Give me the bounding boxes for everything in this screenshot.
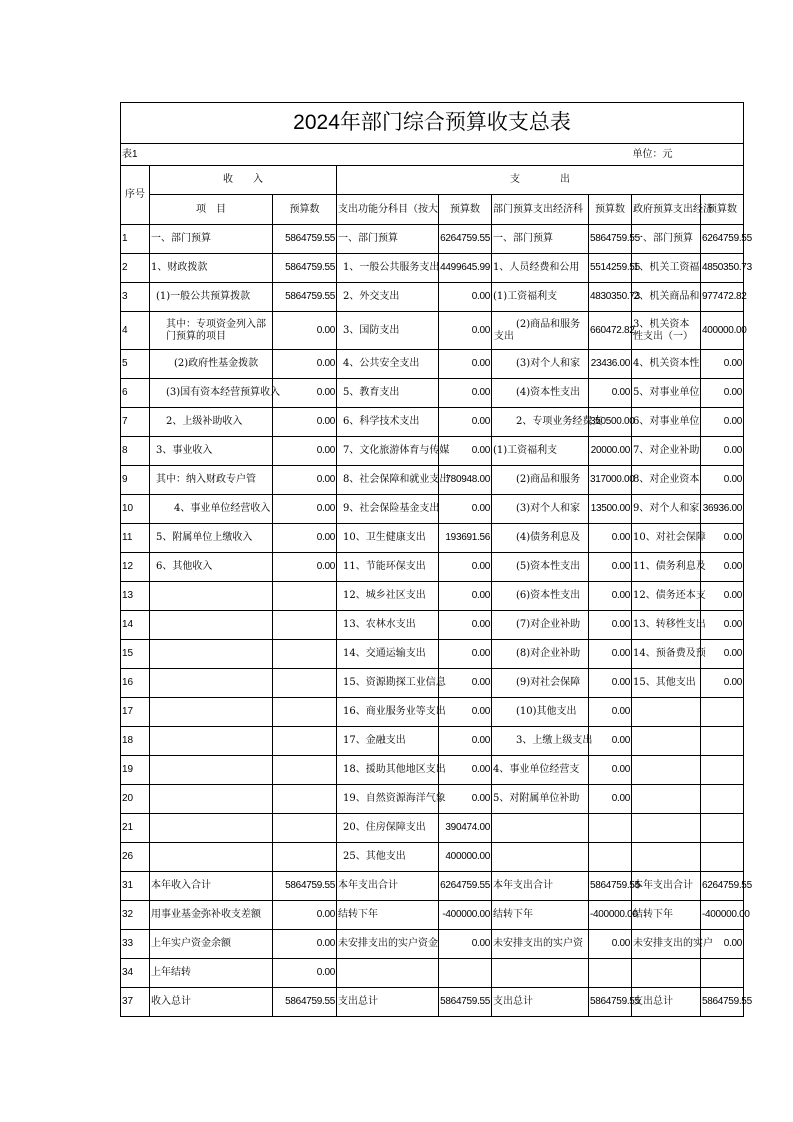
gov-econ-item: 结转下年: [632, 901, 701, 930]
row-number: 11: [121, 524, 150, 553]
income-amount: 5864759.55: [273, 283, 337, 312]
dept-econ-item: [492, 959, 589, 988]
row-number: 33: [121, 930, 150, 959]
gov-econ-item: 6、对事业单位: [632, 408, 701, 437]
dept-econ-amount: 0.00: [589, 930, 632, 959]
row-number: 26: [121, 843, 150, 872]
func-class-header: 支出功能分科目（按大: [337, 195, 439, 225]
row-number: 2: [121, 254, 150, 283]
gov-econ-amount: 36936.00: [701, 495, 744, 524]
income-item: [150, 785, 273, 814]
dept-econ-amount: 20000.00: [589, 437, 632, 466]
income-item: [150, 640, 273, 669]
row-number: 5: [121, 350, 150, 379]
income-item: 上年实户资金余额: [150, 930, 273, 959]
row-number: 8: [121, 437, 150, 466]
function-item: 10、卫生健康支出: [337, 524, 439, 553]
row-number: 12: [121, 553, 150, 582]
gov-econ-item: 一、部门预算: [632, 225, 701, 254]
dept-econ-item: (2)商品和服务支出: [492, 312, 589, 350]
dept-econ-amount: 0.00: [589, 727, 632, 756]
function-amount: 0.00: [439, 727, 492, 756]
gov-econ-amount: [701, 698, 744, 727]
gov-econ-amount: [701, 785, 744, 814]
dept-econ-amount: 0.00: [589, 379, 632, 408]
table-body: [121, 225, 752, 1017]
table-number: 表1: [121, 144, 632, 166]
function-item: 17、金融支出: [337, 727, 439, 756]
income-amount: 0.00: [273, 350, 337, 379]
function-amount: 5864759.55: [439, 988, 492, 1017]
income-amount: 5864759.55: [273, 988, 337, 1017]
gov-econ-item: 10、对社会保障: [632, 524, 701, 553]
function-amount: 6264759.55: [439, 225, 492, 254]
dept-econ-amount: 0.00: [589, 553, 632, 582]
row-number: 31: [121, 872, 150, 901]
table-row: [121, 727, 744, 756]
gov-econ-amount: 5864759.55: [701, 988, 744, 1017]
function-amount: 780948.00: [439, 466, 492, 495]
dept-econ-amount: 5864759.55: [589, 988, 632, 1017]
budget-header-dept: 预算数: [589, 195, 632, 225]
row-number: 16: [121, 669, 150, 698]
gov-econ-item: [632, 814, 701, 843]
function-amount: 0.00: [439, 756, 492, 785]
dept-econ-item: 结转下年: [492, 901, 589, 930]
function-item: 5、教育支出: [337, 379, 439, 408]
income-item: [150, 669, 273, 698]
dept-econ-item: 1、人员经费和公用: [492, 254, 589, 283]
function-item: 12、城乡社区支出: [337, 582, 439, 611]
income-item: 一、部门预算: [150, 225, 273, 254]
income-item: 5、附属单位上缴收入: [150, 524, 273, 553]
row-number: 6: [121, 379, 150, 408]
income-amount: 5864759.55: [273, 254, 337, 283]
function-amount: 0.00: [439, 312, 492, 350]
gov-econ-amount: [701, 843, 744, 872]
gov-econ-item: [632, 785, 701, 814]
table-row: [121, 283, 744, 312]
function-item: 25、其他支出: [337, 843, 439, 872]
table-row: [121, 312, 744, 350]
function-item: 3、国防支出: [337, 312, 439, 350]
income-amount: 0.00: [273, 312, 337, 350]
gov-econ-amount: [701, 727, 744, 756]
function-item: 7、文化旅游体育与传媒: [337, 437, 439, 466]
dept-econ-item: (4)债务利息及: [492, 524, 589, 553]
budget-sheet: [120, 102, 752, 1017]
dept-econ-amount: 0.00: [589, 669, 632, 698]
income-amount: 0.00: [273, 524, 337, 553]
dept-econ-amount: [589, 959, 632, 988]
dept-econ-amount: [589, 814, 632, 843]
gov-econ-item: [632, 727, 701, 756]
gov-econ-item: 未安排支出的实户: [632, 930, 701, 959]
seq-header: 序号: [121, 166, 150, 225]
function-item: 8、社会保障和就业支出: [337, 466, 439, 495]
function-amount: 0.00: [439, 379, 492, 408]
dept-econ-amount: 0.00: [589, 640, 632, 669]
function-amount: 0.00: [439, 785, 492, 814]
dept-econ-item: (3)对个人和家: [492, 350, 589, 379]
table-row: [121, 872, 744, 901]
dept-econ-item: (4)资本性支出: [492, 379, 589, 408]
dept-econ-item: 支出总计: [492, 988, 589, 1017]
table-row: [121, 843, 744, 872]
function-amount: 0.00: [439, 408, 492, 437]
row-number: 32: [121, 901, 150, 930]
gov-econ-amount: 0.00: [701, 611, 744, 640]
table-row: [121, 756, 744, 785]
row-number: 19: [121, 756, 150, 785]
income-item: 其中：纳入财政专户管: [150, 466, 273, 495]
gov-econ-amount: 0.00: [701, 408, 744, 437]
row-number: 20: [121, 785, 150, 814]
income-amount: [273, 814, 337, 843]
dept-econ-amount: 4830350.73: [589, 283, 632, 312]
table-row: [121, 553, 744, 582]
function-item: 11、节能环保支出: [337, 553, 439, 582]
function-item: 13、农林水支出: [337, 611, 439, 640]
function-amount: 0.00: [439, 437, 492, 466]
row-number: 10: [121, 495, 150, 524]
function-item: 9、社会保险基金支出: [337, 495, 439, 524]
income-item: (1)一般公共预算拨款: [150, 283, 273, 312]
table-row: [121, 669, 744, 698]
row-number: 37: [121, 988, 150, 1017]
dept-econ-amount: [589, 843, 632, 872]
income-amount: [273, 582, 337, 611]
gov-econ-amount: [701, 959, 744, 988]
function-item: 14、交通运输支出: [337, 640, 439, 669]
gov-econ-item: [632, 698, 701, 727]
table-row: [121, 350, 744, 379]
income-amount: 0.00: [273, 408, 337, 437]
function-amount: 390474.00: [439, 814, 492, 843]
function-item: 18、援助其他地区支出: [337, 756, 439, 785]
income-amount: 0.00: [273, 959, 337, 988]
dept-econ-item: 未安排支出的实户资: [492, 930, 589, 959]
function-amount: -400000.00: [439, 901, 492, 930]
dept-econ-item: 本年支出合计: [492, 872, 589, 901]
gov-econ-item: 14、预备费及预: [632, 640, 701, 669]
gov-econ-item: 2、机关商品和: [632, 283, 701, 312]
income-item: 上年结转: [150, 959, 273, 988]
row-number: 1: [121, 225, 150, 254]
function-item: 20、住房保障支出: [337, 814, 439, 843]
table-row: [121, 640, 744, 669]
table-row: [121, 254, 744, 283]
gov-econ-amount: 0.00: [701, 524, 744, 553]
income-amount: 0.00: [273, 379, 337, 408]
income-item: (2)政府性基金拨款: [150, 350, 273, 379]
row-number: 4: [121, 312, 150, 350]
gov-econ-item: 11、债务利息及: [632, 553, 701, 582]
dept-econ-amount: 0.00: [589, 582, 632, 611]
dept-econ-amount: 0.00: [589, 611, 632, 640]
gov-econ-amount: -400000.00: [701, 901, 744, 930]
income-item: [150, 843, 273, 872]
gov-econ-item: 15、其他支出: [632, 669, 701, 698]
dept-econ-item: [492, 814, 589, 843]
dept-econ-item: 2、专项业务经费支: [492, 408, 589, 437]
gov-econ-item: 3、机关资本性支出（一）: [632, 312, 701, 350]
table-row: [121, 495, 744, 524]
income-item: [150, 611, 273, 640]
row-number: 17: [121, 698, 150, 727]
gov-econ-amount: 400000.00: [701, 312, 744, 350]
income-item: (3)国有资本经营预算收入: [150, 379, 273, 408]
function-amount: 400000.00: [439, 843, 492, 872]
income-item: 收入总计: [150, 988, 273, 1017]
row-number: 18: [121, 727, 150, 756]
table-row: [121, 611, 744, 640]
dept-econ-amount: -400000.00: [589, 901, 632, 930]
function-item: 未安排支出的实户资金: [337, 930, 439, 959]
table-row: [121, 524, 744, 553]
dept-econ-item: (7)对企业补助: [492, 611, 589, 640]
income-amount: [273, 669, 337, 698]
item-header: 项 目: [150, 195, 273, 225]
gov-econ-amount: 0.00: [701, 669, 744, 698]
income-item: [150, 756, 273, 785]
gov-econ-item: 7、对企业补助: [632, 437, 701, 466]
function-item: 本年支出合计: [337, 872, 439, 901]
gov-econ-amount: 0.00: [701, 379, 744, 408]
function-amount: 193691.56: [439, 524, 492, 553]
income-item: 3、事业收入: [150, 437, 273, 466]
income-amount: 0.00: [273, 930, 337, 959]
income-item: 2、上级补助收入: [150, 408, 273, 437]
dept-econ-item: (5)资本性支出: [492, 553, 589, 582]
income-amount: 5864759.55: [273, 225, 337, 254]
gov-econ-item: 支出总计: [632, 988, 701, 1017]
budget-table: [120, 102, 752, 1017]
function-item: 15、资源勘探工业信息: [337, 669, 439, 698]
dept-econ-item: (8)对企业补助: [492, 640, 589, 669]
gov-econ-item: 4、机关资本性: [632, 350, 701, 379]
gov-econ-amount: 0.00: [701, 582, 744, 611]
income-item: 用事业基金弥补收支差额: [150, 901, 273, 930]
income-item: 6、其他收入: [150, 553, 273, 582]
income-header: 收 入: [150, 166, 337, 195]
row-number: 9: [121, 466, 150, 495]
income-item: [150, 698, 273, 727]
function-item: 2、外交支出: [337, 283, 439, 312]
dept-econ-item: 4、事业单位经营支: [492, 756, 589, 785]
dept-econ-amount: 317000.00: [589, 466, 632, 495]
function-item: 一、部门预算: [337, 225, 439, 254]
row-number: 15: [121, 640, 150, 669]
dept-econ-amount: 0.00: [589, 698, 632, 727]
table-row: [121, 408, 744, 437]
income-amount: [273, 698, 337, 727]
income-amount: [273, 611, 337, 640]
income-amount: [273, 640, 337, 669]
income-item: [150, 582, 273, 611]
function-amount: 0.00: [439, 350, 492, 379]
table-row: [121, 814, 744, 843]
income-item: 本年收入合计: [150, 872, 273, 901]
expense-header: 支 出: [337, 166, 744, 195]
dept-econ-amount: 0.00: [589, 524, 632, 553]
dept-econ-amount: 350500.00: [589, 408, 632, 437]
function-amount: 0.00: [439, 930, 492, 959]
unit-label: 单位：元: [632, 144, 744, 166]
dept-econ-amount: 13500.00: [589, 495, 632, 524]
function-item: [337, 959, 439, 988]
gov-econ-amount: 6264759.55: [701, 225, 744, 254]
dept-econ-item: (1)工资福利支: [492, 283, 589, 312]
income-amount: 0.00: [273, 437, 337, 466]
function-item: 支出总计: [337, 988, 439, 1017]
gov-econ-item: [632, 959, 701, 988]
gov-econ-amount: 0.00: [701, 466, 744, 495]
gov-econ-amount: 977472.82: [701, 283, 744, 312]
budget-header-income: 预算数: [273, 195, 337, 225]
function-amount: 0.00: [439, 553, 492, 582]
income-amount: 0.00: [273, 495, 337, 524]
gov-econ-amount: 0.00: [701, 350, 744, 379]
gov-econ-item: 12、债务还本支: [632, 582, 701, 611]
income-amount: [273, 727, 337, 756]
row-number: 34: [121, 959, 150, 988]
function-item: 结转下年: [337, 901, 439, 930]
budget-header-gov: 预算数: [701, 195, 744, 225]
function-amount: 0.00: [439, 640, 492, 669]
gov-econ-amount: 0.00: [701, 930, 744, 959]
gov-econ-item: 8、对企业资本: [632, 466, 701, 495]
function-amount: [439, 959, 492, 988]
dept-econ-amount: 5864759.55: [589, 225, 632, 254]
income-item: [150, 814, 273, 843]
table-row: [121, 582, 744, 611]
table-row: [121, 437, 744, 466]
gov-econ-item: 13、转移性支出: [632, 611, 701, 640]
income-amount: 0.00: [273, 553, 337, 582]
dept-econ-header: 部门预算支出经济科: [492, 195, 589, 225]
function-item: 4、公共安全支出: [337, 350, 439, 379]
row-number: 13: [121, 582, 150, 611]
table-row: [121, 930, 744, 959]
dept-econ-amount: 5864759.55: [589, 872, 632, 901]
dept-econ-item: 一、部门预算: [492, 225, 589, 254]
table-row: [121, 901, 744, 930]
dept-econ-amount: 23436.00: [589, 350, 632, 379]
table-row: [121, 785, 744, 814]
gov-econ-amount: 4850350.73: [701, 254, 744, 283]
budget-header-func: 预算数: [439, 195, 492, 225]
dept-econ-item: [492, 843, 589, 872]
dept-econ-amount: 0.00: [589, 756, 632, 785]
gov-econ-amount: 0.00: [701, 437, 744, 466]
income-item: 4、事业单位经营收入: [150, 495, 273, 524]
gov-econ-item: 5、对事业单位: [632, 379, 701, 408]
table-row: [121, 225, 744, 254]
table-row: [121, 959, 744, 988]
gov-econ-item: [632, 756, 701, 785]
income-amount: [273, 785, 337, 814]
dept-econ-item: (6)资本性支出: [492, 582, 589, 611]
page-title: 2024年部门综合预算收支总表: [121, 103, 744, 144]
gov-econ-item: [632, 843, 701, 872]
function-amount: 0.00: [439, 495, 492, 524]
income-amount: 0.00: [273, 901, 337, 930]
dept-econ-item: 5、对附属单位补助: [492, 785, 589, 814]
income-item: [150, 727, 273, 756]
function-amount: 6264759.55: [439, 872, 492, 901]
dept-econ-amount: 0.00: [589, 785, 632, 814]
row-number: 3: [121, 283, 150, 312]
row-number: 21: [121, 814, 150, 843]
function-amount: 0.00: [439, 611, 492, 640]
gov-econ-header: 政府预算支出经济: [632, 195, 701, 225]
income-amount: 5864759.55: [273, 872, 337, 901]
dept-econ-item: (2)商品和服务: [492, 466, 589, 495]
income-item: 其中：专项资金列入部门预算的项目: [150, 312, 273, 350]
gov-econ-item: 9、对个人和家: [632, 495, 701, 524]
dept-econ-item: (1)工资福利支: [492, 437, 589, 466]
gov-econ-amount: [701, 814, 744, 843]
income-item: 1、财政拨款: [150, 254, 273, 283]
dept-econ-item: 3、上缴上级支出: [492, 727, 589, 756]
row-number: 14: [121, 611, 150, 640]
gov-econ-item: 1、机关工资福: [632, 254, 701, 283]
dept-econ-item: (9)对社会保障: [492, 669, 589, 698]
row-number: 7: [121, 408, 150, 437]
function-amount: 0.00: [439, 283, 492, 312]
function-amount: 4499645.99: [439, 254, 492, 283]
table-row: [121, 698, 744, 727]
function-amount: 0.00: [439, 669, 492, 698]
income-amount: [273, 756, 337, 785]
gov-econ-item: 本年支出合计: [632, 872, 701, 901]
gov-econ-amount: 0.00: [701, 640, 744, 669]
income-amount: 0.00: [273, 466, 337, 495]
income-amount: [273, 843, 337, 872]
table-row: [121, 379, 744, 408]
gov-econ-amount: 0.00: [701, 553, 744, 582]
function-item: 19、自然资源海洋气象: [337, 785, 439, 814]
table-row: [121, 466, 744, 495]
table-row: [121, 988, 744, 1017]
function-item: 1、一般公共服务支出: [337, 254, 439, 283]
function-amount: 0.00: [439, 698, 492, 727]
function-item: 16、商业服务业等支出: [337, 698, 439, 727]
gov-econ-amount: 6264759.55: [701, 872, 744, 901]
dept-econ-item: (3)对个人和家: [492, 495, 589, 524]
function-amount: 0.00: [439, 582, 492, 611]
gov-econ-amount: [701, 756, 744, 785]
dept-econ-amount: 5514259.55: [589, 254, 632, 283]
dept-econ-amount: 660472.82: [589, 312, 632, 350]
dept-econ-item: (10)其他支出: [492, 698, 589, 727]
function-item: 6、科学技术支出: [337, 408, 439, 437]
